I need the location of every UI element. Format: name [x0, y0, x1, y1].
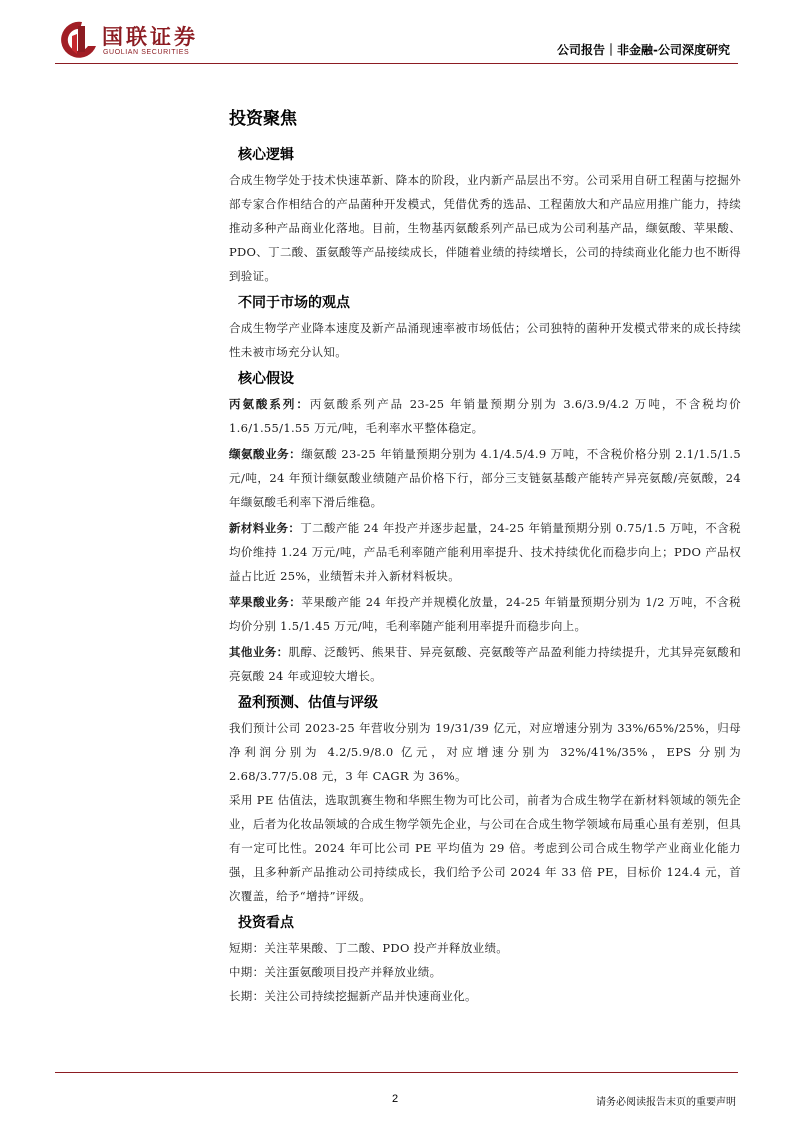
paragraph-lead: 其他业务：	[229, 645, 289, 659]
section-heading: 盈利预测、估值与评级	[238, 695, 378, 711]
paragraph: 短期：关注苹果酸、丁二酸、PDO 投产并释放业绩。	[229, 941, 509, 955]
paragraph: 采用 PE 估值法，选取凯赛生物和华熙生物为可比公司，前者为合成生物学在新材料领域的领先企业，后者为化妆品领域的合成生物学领先企业，与公司在合成生物学领域布局重心虽有差别，但具有一定可比性。2024 年可比公司 PE 平均值为 29 倍。考虑到公司合成生物学产业商业化能力强，且多种新产品推动公司持续成长，我们给予公司 2024 年 33 倍 PE，目标价 124.4 元，首次覆盖，给予“增持”评级。	[229, 793, 741, 903]
paragraph: 我们预计公司 2023-25 年营收分别为 19/31/39 亿元，对应增速分别为 33%/65%/25%，归母净利润分别为 4.2/5.9/8.0 亿元，对应增速分别为 32%/41%/35%，EPS 分别为 2.68/3.77/5.08 元，3 年 CAGR 为 36%。	[229, 721, 741, 783]
footer-divider	[55, 1072, 738, 1073]
section-heading: 不同于市场的观点	[238, 295, 350, 311]
paragraph: 合成生物学处于技术快速革新、降本的阶段，业内新产品层出不穷。公司采用自研工程菌与挖掘外部专家合作相结合的产品菌种开发模式，凭借优秀的选品、工程菌放大和产品应用推广能力，持续推动多种产品商业化落地。目前，生物基丙氨酸系列产品已成为公司利基产品，缬氨酸、苹果酸、PDO、丁二酸、蛋氨酸等产品接续成长，伴随着业绩的持续增长，公司的持续商业化能力也不断得到验证。	[229, 173, 741, 283]
paragraph-text: 苹果酸产能 24 年投产并规模化放量，24-25 年销量预期分别为 1/2 万吨，不含税均价分别 1.5/1.45 万元/吨，毛利率随产能利用率提升而稳步向上。	[229, 595, 741, 633]
paragraph-text: 丙氨酸系列产品 23-25 年销量预期分别为 3.6/3.9/4.2 万吨，不含税均价 1.6/1.55/1.55 万元/吨，毛利率水平整体稳定。	[229, 397, 741, 435]
report-content	[229, 104, 741, 1008]
paragraph: 合成生物学产业降本速度及新产品涌现速率被市场低估；公司独特的菌种开发模式带来的成长持续性未被市场充分认知。	[229, 321, 741, 359]
guolian-logo-icon	[58, 20, 98, 60]
header-divider	[55, 63, 738, 64]
paragraph	[229, 640, 741, 688]
paragraph-lead: 新材料业务：	[229, 521, 301, 535]
section-heading: 核心逻辑	[238, 147, 294, 163]
paragraph: 中期：关注蛋氨酸项目投产并释放业绩。	[229, 965, 442, 979]
paragraph	[229, 590, 741, 638]
report-type: 公司报告｜非金融-公司深度研究	[557, 43, 730, 57]
logo-english-name: GUOLIAN SECURITIES	[103, 49, 190, 56]
paragraph-lead: 苹果酸业务：	[229, 595, 302, 609]
page-header	[0, 0, 793, 66]
paragraph-text: 缬氨酸 23-25 年销量预期分别为 4.1/4.5/4.9 万吨，不含税价格分别 2.1/1.5/1.5 元/吨，24 年预计缬氨酸业绩随产品价格下行，部分三支链氨基酸产能转产异亮氨酸/亮氨酸，24 年缬氨酸毛利率下滑后维稳。	[229, 447, 741, 509]
paragraph-lead: 缬氨酸业务：	[229, 447, 302, 461]
paragraph: 长期：关注公司持续挖掘新产品并快速商业化。	[229, 989, 477, 1003]
paragraph	[229, 392, 741, 440]
paragraph-text: 丁二酸产能 24 年投产并逐步起量，24-25 年销量预期分别 0.75/1.5 万吨，不含税均价维持 1.24 万元/吨，产品毛利率随产能利用率提升、技术持续优化而稳步向上；PDO 产品权益占比近 25%，业绩暂未并入新材料板块。	[229, 521, 741, 583]
section-heading: 核心假设	[238, 371, 294, 387]
page-title: 投资聚焦	[229, 109, 297, 129]
paragraph-lead: 丙氨酸系列：	[229, 397, 310, 411]
company-logo	[58, 20, 248, 60]
page-number: 2	[392, 1093, 399, 1105]
paragraph	[229, 442, 741, 514]
paragraph-text: 肌醇、泛酸钙、熊果苷、异亮氨酸、亮氨酸等产品盈利能力持续提升，尤其异亮氨酸和亮氨酸 24 年或迎较大增长。	[229, 645, 741, 683]
section-heading: 投资看点	[238, 915, 294, 931]
paragraph	[229, 516, 741, 588]
logo-chinese-name: 国联证券	[102, 25, 198, 49]
disclaimer-note: 请务必阅读报告末页的重要声明	[596, 1097, 736, 1108]
